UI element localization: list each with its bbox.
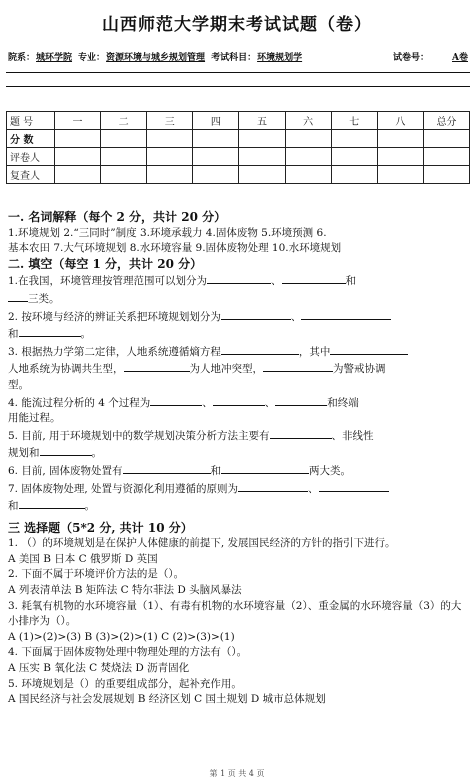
answer-blank — [221, 343, 299, 355]
subject-label: 考试科目： — [211, 53, 257, 63]
major-label: 专业： — [78, 53, 106, 63]
score-col: 总分 — [423, 112, 469, 130]
score-cell — [423, 130, 469, 148]
score-cell — [55, 148, 101, 166]
score-cell — [55, 130, 101, 148]
score-cell — [239, 148, 285, 166]
major-value: 资源环境与城乡规划管理 — [106, 53, 206, 63]
score-cell — [147, 130, 193, 148]
text: 、 — [264, 396, 276, 409]
fill-q3 — [8, 343, 466, 394]
text: 三类。 — [28, 292, 60, 305]
paper-value: A卷 — [452, 53, 468, 63]
answer-blank — [124, 360, 190, 372]
text: 和 — [345, 275, 357, 288]
score-cell — [55, 166, 101, 184]
choice-q3-options: A (1)>(2)>(3) B (3)>(2)>(1) C (2)>(3)>(1) — [8, 630, 235, 643]
answer-blank — [221, 462, 309, 474]
answer-blank — [8, 290, 28, 302]
choice-q5: 5. 环境规划是（）的重要组成部分，起补充作用。 — [8, 677, 242, 690]
score-cell — [377, 148, 423, 166]
score-col: 三 — [147, 112, 193, 130]
section-3-heading: 三 选择题（5*2 分, 共计 10 分） — [8, 520, 193, 535]
score-cell — [423, 148, 469, 166]
score-header-row — [7, 112, 470, 130]
score-row-label: 复查人 — [7, 166, 55, 184]
answer-blank — [282, 272, 346, 284]
score-cell — [423, 166, 469, 184]
answer-blank — [319, 480, 389, 492]
score-row — [7, 130, 470, 148]
exam-body — [8, 210, 466, 708]
text: 和 — [8, 500, 19, 513]
choice-q5-options: A 国民经济与社会发展规划 B 经济区划 C 国土规划 D 城市总体规划 — [8, 693, 326, 706]
answer-blank — [270, 427, 332, 439]
score-col: 八 — [377, 112, 423, 130]
fill-q5 — [8, 427, 466, 462]
score-cell — [193, 148, 239, 166]
text: 、 — [202, 396, 213, 409]
answer-blank — [330, 343, 408, 355]
score-cell — [377, 166, 423, 184]
score-cell — [239, 130, 285, 148]
score-cell — [331, 166, 377, 184]
fill-q1: 1.在我国，环境管理按管理范围可以划分为 、 和 三类。 — [8, 272, 466, 307]
answer-blank — [207, 272, 271, 284]
score-col: 二 — [101, 112, 147, 130]
terms-line-2: 基本农田 7.大气环境规划 8.水环境容量 9.固体废物处理 10.水环境规划 — [8, 242, 342, 255]
score-cell — [193, 130, 239, 148]
text: 、非线性 — [331, 429, 374, 442]
fill-q2: 2. 按环境与经济的辨证关系把环境规划划分为 、 和 。 — [8, 308, 466, 343]
score-col: 一 — [55, 112, 101, 130]
score-cell — [147, 166, 193, 184]
score-cell — [285, 166, 331, 184]
score-cell — [331, 148, 377, 166]
answer-blank — [213, 394, 265, 406]
header-rule-2 — [6, 86, 470, 87]
text: 2. 按环境与经济的辨证关系把环境规划划分为 — [8, 310, 221, 323]
score-col: 七 — [331, 112, 377, 130]
subject-value: 环境规划学 — [257, 53, 303, 63]
answer-blank — [238, 480, 308, 492]
choice-q4: 4. 下面属于固体废物处理中物理处理的方法有（）。 — [8, 646, 248, 659]
fill-q4 — [8, 394, 466, 427]
text: 为人地冲突型， — [189, 363, 263, 376]
score-cell — [193, 166, 239, 184]
exam-title: 山西师范大学期末考试试题（卷） — [102, 15, 372, 35]
fill-q7 — [8, 480, 466, 515]
page-footer: 第 1 页 共 4 页 — [209, 769, 265, 778]
score-row — [7, 166, 470, 184]
score-cell — [285, 130, 331, 148]
text: 、 — [290, 310, 302, 323]
text: 3. 根据热力学第二定律，人地系统遵循熵方程 — [8, 345, 221, 358]
text: 。 — [84, 500, 95, 513]
text: ，其中 — [298, 345, 331, 358]
answer-blank — [263, 360, 333, 372]
text: 7. 固体废物处理, 处置与资源化利用遵循的原则为 — [8, 482, 239, 495]
score-cell — [101, 130, 147, 148]
score-row — [7, 148, 470, 166]
score-cell — [285, 148, 331, 166]
text: 5. 目前, 用于环境规划中的数学规划决策分析方法主要有 — [8, 429, 270, 442]
faculty-label: 院系： — [8, 53, 36, 63]
text: 两大类。 — [309, 464, 352, 477]
choice-q4-options: A 压实 B 氧化法 C 焚烧法 D 沥青固化 — [8, 662, 190, 675]
score-cell — [239, 166, 285, 184]
header-rule — [6, 72, 470, 73]
score-row-label: 评卷人 — [7, 148, 55, 166]
score-cell — [101, 148, 147, 166]
answer-blank — [40, 444, 92, 456]
choice-q1: 1. （）的环境规划是在保护人体健康的前提下, 发展国民经济的方针的指引下进行。 — [8, 537, 396, 550]
text: 。 — [91, 447, 102, 460]
score-row-label: 分 数 — [7, 130, 55, 148]
answer-blank — [301, 308, 391, 320]
answer-blank — [275, 394, 327, 406]
choice-q2-options: A 列表清单法 B 矩阵法 C 特尔菲法 D 头脑风暴法 — [8, 584, 242, 597]
fill-q6 — [8, 462, 466, 480]
terms-line-1: 1.环境规划 2.“三同时”制度 3.环境承载力 4.固体废物 5.环境预测 6. — [8, 226, 327, 239]
score-cell — [331, 130, 377, 148]
text: 1.在我国，环境管理按管理范围可以划分为 — [8, 275, 208, 288]
section-2-heading: 二. 填空（每空 1 分，共计 20 分） — [8, 256, 203, 271]
score-cell — [377, 130, 423, 148]
score-cell — [147, 148, 193, 166]
text: 和 — [210, 464, 222, 477]
text: 为警戒协调 — [333, 363, 386, 376]
text: 4. 能流过程分析的 4 个过程为 — [8, 396, 151, 409]
text: 规划和 — [8, 447, 40, 460]
text: 和终端 — [327, 396, 359, 409]
choice-q2: 2. 下面不属于环境评价方法的是（）。 — [8, 568, 185, 581]
exam-meta — [8, 50, 468, 63]
answer-blank — [123, 462, 211, 474]
choice-q3: 3. 耗氧有机物的水环境容量（1）、有毒有机物的水环境容量（2）、重金属的水环境容量（3）的大小排序为（）。 — [8, 599, 462, 628]
answer-blank — [221, 308, 291, 320]
text: 和 — [8, 328, 19, 341]
answer-blank — [150, 394, 202, 406]
choice-q1-options: A 美国 B 日本 C 俄罗斯 D 英国 — [8, 552, 158, 565]
score-col: 四 — [193, 112, 239, 130]
section-1-heading: 一. 名词解释（每个 2 分，共计 20 分） — [8, 210, 227, 224]
paper-label: 试卷号： — [393, 53, 430, 63]
score-col: 五 — [239, 112, 285, 130]
score-col: 六 — [285, 112, 331, 130]
text: 、 — [308, 482, 319, 495]
answer-blank — [19, 325, 81, 337]
text: 人地系统为协调共生型， — [8, 363, 124, 376]
answer-blank — [19, 497, 85, 509]
score-table — [6, 111, 470, 184]
text: 用能过程。 — [8, 412, 61, 425]
score-cell — [101, 166, 147, 184]
text: 型。 — [8, 378, 29, 391]
faculty-value: 城环学院 — [36, 53, 73, 63]
score-col-label: 题 号 — [7, 112, 55, 130]
text: 6. 目前, 固体废物处置有 — [8, 464, 123, 477]
